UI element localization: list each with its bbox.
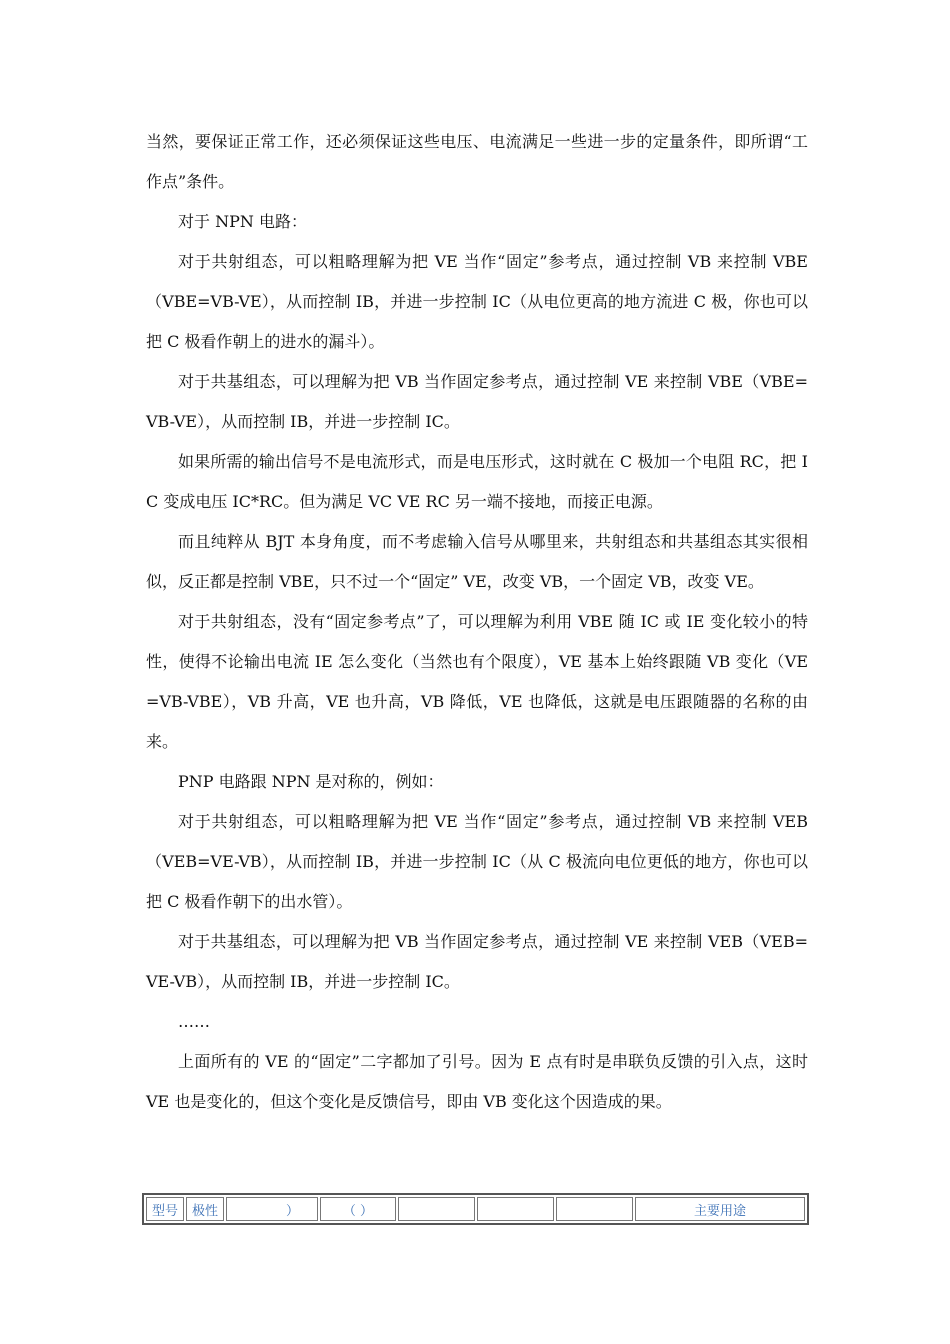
table-header-row <box>146 1197 805 1221</box>
paragraph-1: 当然，要保证正常工作，还必须保证这些电压、电流满足一些进一步的定量条件，即所谓“工作点”条件。 <box>146 132 808 191</box>
spec-table <box>142 1193 809 1225</box>
paragraph-10: 对于共基组态，可以理解为把 VB 当作固定参考点，通过控制 VE 来控制 VEB（VEB=VE-VB），从而控制 IB，并进一步控制 IC。 <box>146 932 808 991</box>
body-text <box>146 122 808 1122</box>
paragraph-7: 对于共射组态，没有“固定参考点”了，可以理解为利用 VBE 随 IC 或 IE 变化较小的特性，使得不论输出电流 IE 怎么变化（当然也有个限度），VE 基本上始终跟随 VB 变化（VE=VB-VBE），VB 升高，VE 也升高，VB 降低，VE 也降低，这就是电压跟随器的名称的由来。 <box>146 612 808 751</box>
header-cell-3: ） <box>226 1197 318 1221</box>
paragraph-6: 而且纯粹从 BJT 本身角度，而不考虑输入信号从哪里来，共射组态和共基组态其实很相似，反正都是控制 VBE，只不过一个“固定” VE，改变 VB，一个固定 VB，改变 VE。 <box>146 532 808 591</box>
paragraph-3: 对于共射组态，可以粗略理解为把 VE 当作“固定”参考点，通过控制 VB 来控制 VBE（VBE=VB-VE），从而控制 IB，并进一步控制 IC（从电位更高的地方流进 C 极，你也可以把 C 极看作朝上的进水的漏斗）。 <box>146 252 808 351</box>
header-cell-4: （ ） <box>320 1197 396 1221</box>
paragraph-4: 对于共基组态，可以理解为把 VB 当作固定参考点，通过控制 VE 来控制 VBE（VBE=VB-VE），从而控制 IB，并进一步控制 IC。 <box>146 372 808 431</box>
header-cell-6 <box>477 1197 554 1221</box>
paragraph-2: 对于 NPN 电路： <box>178 212 307 231</box>
header-cell-polarity: 极性 <box>186 1197 224 1221</box>
header-cell-model: 型号 <box>146 1197 184 1221</box>
paragraph-8: PNP 电路跟 NPN 是对称的，例如： <box>178 772 444 791</box>
header-cell-7 <box>556 1197 633 1221</box>
header-cell-5 <box>398 1197 475 1221</box>
paragraph-11: …… <box>178 1012 210 1031</box>
header-cell-usage: 主要用途 <box>635 1197 805 1221</box>
paragraph-12: 上面所有的 VE 的“固定”二字都加了引号。因为 E 点有时是串联负反馈的引入点，这时 VE 也是变化的，但这个变化是反馈信号，即由 VB 变化这个因造成的果。 <box>146 1052 808 1111</box>
paragraph-5: 如果所需的输出信号不是电流形式，而是电压形式，这时就在 C 极加一个电阻 RC，把 IC 变成电压 IC*RC。但为满足 VC VE RC 另一端不接地，而接正电源。 <box>146 452 808 511</box>
paragraph-9: 对于共射组态，可以粗略理解为把 VE 当作“固定”参考点，通过控制 VB 来控制 VEB（VEB=VE-VB），从而控制 IB，并进一步控制 IC（从 C 极流向电位更低的地方，你也可以把 C 极看作朝下的出水管）。 <box>146 812 808 911</box>
